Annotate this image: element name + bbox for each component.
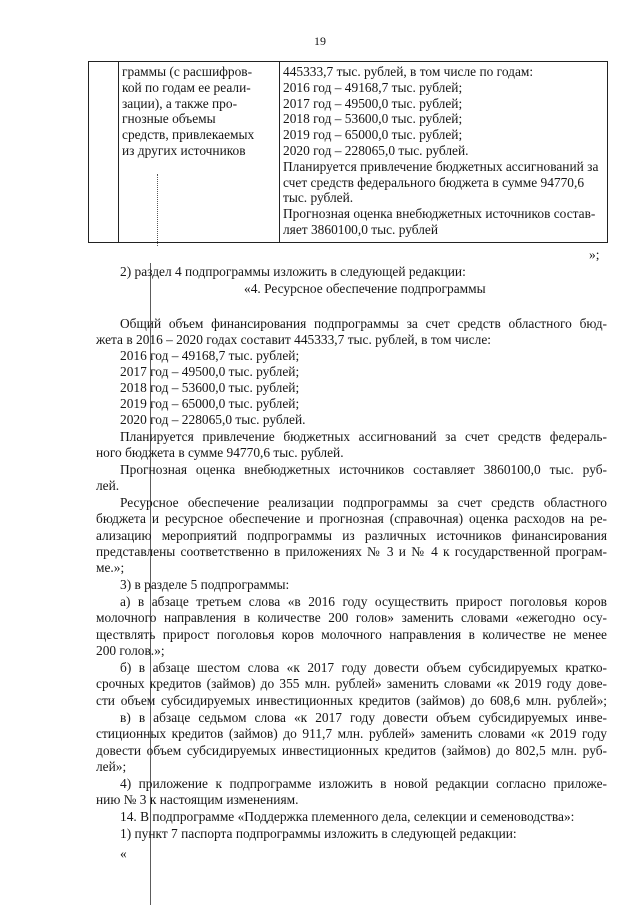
body-line: нию № 3 к настоящим изменениям. — [96, 792, 299, 807]
value-line: ляет 3860100,0 тыс. рублей — [283, 221, 439, 237]
body-line: 14. В подпрограмме «Поддержка племенного дела, селекции и семеноводства»: — [120, 809, 575, 824]
value-line: тыс. рублей. — [283, 190, 354, 206]
body-line: 1) пункт 7 паспорта подпрограммы изложить в следующей редакции: — [120, 826, 517, 841]
passport-table — [88, 61, 608, 243]
passport-row — [89, 62, 608, 243]
body-line: довести объем субсидируемых инвестиционных кредитов (займов) до 802,5 млн. руб- — [96, 743, 607, 758]
label-line: зации), а также про- — [122, 95, 238, 111]
label-line: гнозные объемы — [122, 111, 216, 127]
value-line: 2018 год – 53600,0 тыс. рублей; — [283, 111, 463, 127]
body-line: лей»; — [96, 759, 127, 774]
table-close-quote: »; — [589, 247, 600, 262]
body-line: Планируется привлечение бюджетных ассигнований за счет средств федераль- — [120, 429, 607, 444]
label-line: кой по годам ее реали- — [122, 79, 251, 95]
body-line: 2) раздел 4 подпрограммы изложить в следующей редакции: — [120, 264, 466, 279]
page-number: 19 — [314, 34, 326, 48]
passport-cell-value — [280, 62, 608, 243]
body-line: 2019 год – 65000,0 тыс. рублей; — [120, 396, 300, 411]
body-line: 2016 год – 49168,7 тыс. рублей; — [120, 348, 300, 363]
value-line: 2016 год – 49168,7 тыс. рублей; — [283, 79, 463, 95]
body-line: в) в абзаце седьмом слова «к 2017 году довести объем субсидируемых инве- — [120, 710, 607, 725]
value-line: Прогнозная оценка внебюджетных источников состав- — [283, 206, 596, 222]
body-line: срочных кредитов (займов) до 355 млн. рублей» заменить словами «к 2019 году дове- — [96, 676, 607, 691]
body-line: 4) приложение к подпрограмме изложить в новой редакции согласно приложе- — [120, 776, 607, 791]
body-line: б) в абзаце шестом слова «к 2017 году довести объем субсидируемых кратко- — [120, 660, 607, 675]
body-line: 200 голов.»; — [96, 643, 165, 658]
value-line: Планируется привлечение бюджетных ассигнований за — [283, 158, 599, 174]
value-line: 2017 год – 49500,0 тыс. рублей; — [283, 95, 463, 111]
body-line: стиционных кредитов (займов) до 911,7 млн. рублей» заменить словами «к 2019 году — [96, 726, 607, 741]
body-line: ществлять прирост поголовья коров молочного направления в количестве не менее — [96, 627, 607, 642]
value-line: 445333,7 тыс. рублей, в том числе по годам: — [283, 64, 534, 79]
body-line: жета в 2016 – 2020 годах составит 445333,7 тыс. рублей, в том числе: — [96, 332, 491, 347]
label-line: граммы (с расшифров- — [122, 64, 253, 79]
passport-cell-empty — [89, 62, 119, 243]
value-line: 2020 год – 228065,0 тыс. рублей. — [283, 142, 469, 158]
body-line: ализацию мероприятий подпрограммы из различных источников финансирования — [96, 528, 607, 543]
label-line: средств, привлекаемых — [122, 127, 255, 143]
value-line: 2019 год – 65000,0 тыс. рублей; — [283, 127, 463, 143]
body-line: лей. — [96, 478, 120, 493]
body-line: Общий объем финансирования подпрограммы за счет средств областного бюд- — [120, 316, 607, 331]
body-line: а) в абзаце третьем слова «в 2016 году осуществить прирост поголовья коров — [120, 594, 607, 609]
value-line: счет средств федерального бюджета в сумме 94770,6 — [283, 174, 585, 190]
body-line: ного бюджета в сумме 94770,6 тыс. рублей. — [96, 445, 344, 460]
body-line: представлены соответственно в приложениях № 3 и № 4 к государственной програм- — [96, 544, 607, 559]
body-line: молочного направления в количестве 200 голов» заменить словами «ежегодно осу- — [96, 610, 607, 625]
body-line: 3) в разделе 5 подпрограммы: — [120, 577, 290, 592]
body-line: 2017 год – 49500,0 тыс. рублей; — [120, 364, 300, 379]
body-line: Ресурсное обеспечение реализации подпрограммы за счет средств областного — [120, 495, 607, 510]
body-line: сти объем субсидируемых инвестиционных кредитов (займов) до 608,6 млн. рублей»; — [96, 693, 607, 708]
scan-artifact-line — [157, 174, 158, 246]
body-line: 2020 год – 228065,0 тыс. рублей. — [120, 412, 306, 427]
passport-cell-label — [119, 62, 280, 243]
label-line: из других источников — [122, 142, 246, 158]
body-line: « — [120, 846, 127, 861]
body-line: Прогнозная оценка внебюджетных источников составляет 3860100,0 тыс. руб- — [120, 462, 607, 477]
body-line: ме.»; — [96, 560, 125, 575]
section-heading: «4. Ресурсное обеспечение подпрограммы — [244, 281, 486, 296]
body-line: 2018 год – 53600,0 тыс. рублей; — [120, 380, 300, 395]
body-line: бюджета и ресурсное обеспечение и прогнозная (справочная) оценка расходов на ре- — [96, 511, 607, 526]
